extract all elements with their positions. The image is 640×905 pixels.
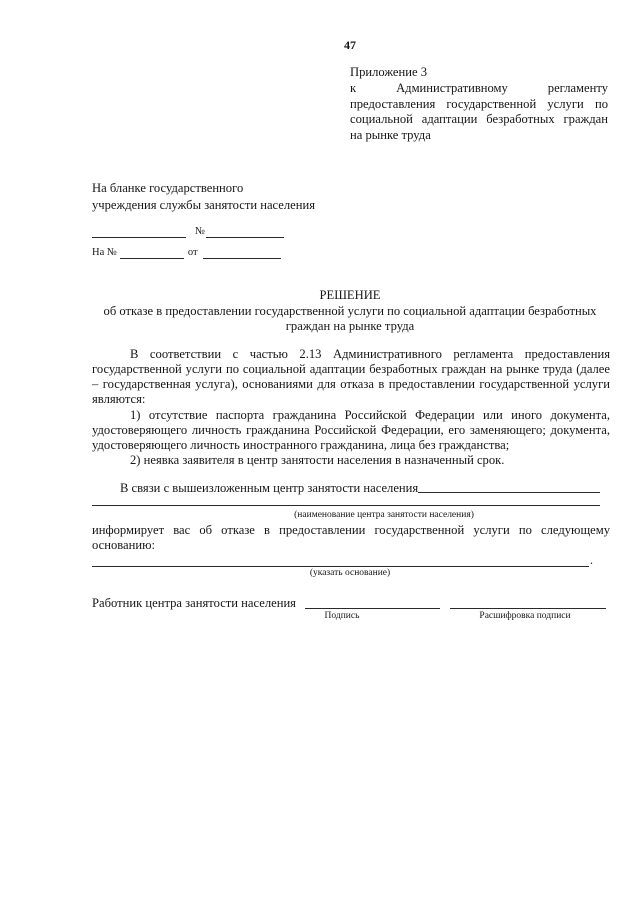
number-blank-line (206, 227, 284, 238)
signature-label: Работник центра занятости населения (92, 596, 296, 610)
appendix-line: на рынке труда (350, 128, 431, 143)
reason-caption: (указать основание) (309, 568, 391, 578)
title-subtitle-line: граждан на рынке труда (285, 319, 415, 334)
body-line: государственной услуги по социальной адаптации безработных граждан на рынке труда (далее (92, 362, 610, 377)
reason-1-line: удостоверяющего личность иностранного гражданина, лица без гражданства; (92, 437, 510, 452)
date-blank-line (92, 227, 186, 238)
number-sign-label: № (195, 226, 206, 237)
reason-1-line: 1) отсутствие паспорта гражданина Российской Федерации или иного документа, (130, 407, 610, 422)
letterhead-line: На бланке государственного (92, 181, 244, 195)
reply-number-blank-line (120, 248, 184, 259)
reason-fill-row (92, 554, 593, 567)
body-line: В соответствии с частью 2.13 Административного регламента предоставления (130, 347, 610, 361)
reply-reference-row (92, 247, 281, 259)
center-name-fill-line (92, 505, 600, 506)
decision-title (92, 288, 608, 335)
reply-number-label: На № (92, 247, 117, 258)
decision-body (92, 347, 610, 468)
letterhead-note (92, 180, 412, 214)
inform-line: основанию: (92, 538, 155, 553)
center-name-blank-line (418, 481, 600, 493)
signature-caption: Подпись (324, 611, 360, 621)
signature-blank-line (305, 597, 440, 609)
appendix-title: Приложение 3 (350, 65, 428, 79)
reply-date-label: от (187, 247, 198, 258)
reason-2-line: 2) неявка заявителя в центр занятости населения в назначенный срок. (130, 452, 505, 467)
inform-line: информирует вас об отказе в предоставлении государственной услуги по следующему (92, 523, 610, 537)
name-caption: Расшифровка подписи (479, 611, 571, 621)
reason-period: . (589, 553, 593, 567)
page-number: 47 (344, 38, 356, 52)
appendix-line: к Административному регламенту (350, 80, 608, 95)
letterhead-line: учреждения службы занятости населения (92, 198, 316, 212)
body-line: – государственная услуга), основаниями для отказа в предоставлении государственной услуги (92, 377, 610, 392)
body-line: являются: (92, 392, 146, 407)
title-subtitle-line: об отказе в предоставлении государственной услуги по социальной адаптации безработных (103, 303, 597, 318)
title-heading: РЕШЕНИЕ (319, 288, 381, 302)
reply-date-blank-line (203, 248, 281, 259)
appendix-line: предоставления государственной услуги по (350, 96, 608, 111)
appendix-block (350, 65, 608, 144)
name-blank-line (450, 597, 606, 609)
center-name-caption: (наименование центра занятости населения) (294, 510, 474, 520)
inform-text (92, 523, 610, 553)
reason-1-line: удостоверяющего личность гражданина Российской Федерации, его заменяющего; документа, (92, 422, 610, 437)
outgoing-number-row (92, 226, 284, 238)
notice-lead-text: В связи с вышеизложенным центр занятости населения (120, 480, 419, 495)
appendix-line: социальной адаптации безработных граждан (350, 112, 608, 127)
notice-lead-row (92, 481, 600, 496)
reason-blank-line (92, 555, 589, 567)
